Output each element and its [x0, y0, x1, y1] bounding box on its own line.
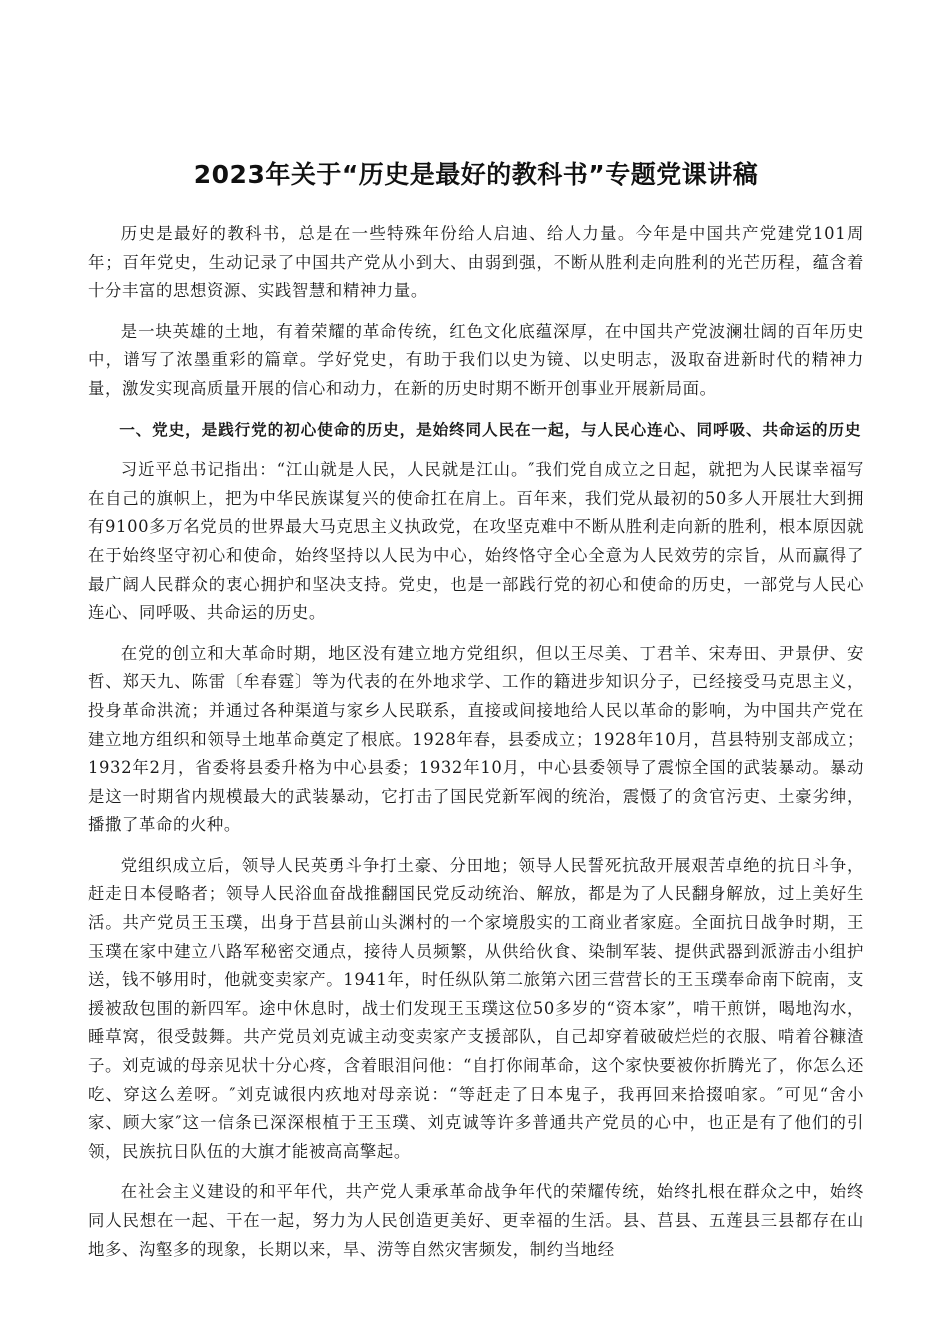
- section-heading-1: 一、党史，是践行党的初心使命的历史，是始终同人民在一起，与人民心连心、同呼吸、共命运的历史: [119, 420, 862, 439]
- paragraph-socialist-construction: 在社会主义建设的和平年代，共产党人秉承革命战争年代的荣耀传统，始终扎根在群众之中，始终同人民想在一起、干在一起，努力为人民创造更美好、更幸福的生活。县、莒县、五莲县三县都存在山地多、沟壑多的现象，长期以来，旱、涝等自然灾害频发，制约当地经: [88, 1182, 864, 1259]
- paragraph-intro: 历史是最好的教科书，总是在一些特殊年份给人启迪、给人力量。今年是中国共产党建党101周年；百年党史，生动记录了中国共产党从小到大、由弱到强，不断从胜利走向胜利的光芒历程，蕴含着十分丰富的思想资源、实践智慧和精神力量。: [88, 224, 864, 301]
- paragraph-hero-land: 是一块英雄的土地，有着荣耀的革命传统，红色文化底蕴深厚，在中国共产党波澜壮阔的百年历史中，谱写了浓墨重彩的篇章。学好党史，有助于我们以史为镜、以史明志，汲取奋进新时代的精神力量，激发实现高质量开展的信心和动力，在新的历史时期不断开创事业开展新局面。: [88, 321, 864, 398]
- paragraph-founding-period: 在党的创立和大革命时期，地区没有建立地方党组织，但以王尽美、丁君羊、宋寿田、尹景伊、安哲、郑天九、陈雷〔牟春霆〕等为代表的在外地求学、工作的籍进步知识分子，已经接受马克思主义，投身革命洪流；并通过各种渠道与家乡人民联系，直接或间接地给人民以革命的影响，为中国共产党在建立地方组织和领导土地革命奠定了根底。1928年春，县委成立；1928年10月，莒县特别支部成立；1932年2月，省委将县委升格为中心县委；1932年10月，中心县委领导了震惊全国的武装暴动。暴动是这一时期省内规模最大的武装暴动，它打击了国民党新军阀的统治，震慑了的贪官污吏、土豪劣绅，播撒了革命的火种。: [88, 643, 864, 835]
- paragraph-xi-quote: 习近平总书记指出：“江山就是人民，人民就是江山。″我们党自成立之日起，就把为人民谋幸福写在自己的旗帜上，把为中华民族谋复兴的使命扛在肩上。百年来，我们党从最初的50多人开展壮大到拥有9100多万名党员的世界最大马克思主义执政党，在攻坚克难中不断从胜利走向新的胜利，根本原因就在于始终坚守初心和使命，始终坚持以人民为中心，始终恪守全心全意为人民效劳的宗旨，从而赢得了最广阔人民群众的衷心拥护和坚决支持。党史，也是一部践行党的初心和使命的历史，一部党与人民心连心、同呼吸、共命运的历史。: [88, 460, 864, 623]
- paragraph-anti-japanese-war: 党组织成立后，领导人民英勇斗争打土豪、分田地；领导人民誓死抗敌开展艰苦卓绝的抗日斗争，赶走日本侵略者；领导人民浴血奋战推翻国民党反动统治、解放，都是为了人民翻身解放，过上美好生活。共产党员王玉璞，出身于莒县前山头渊村的一个家境殷实的工商业者家庭。全面抗日战争时期，王玉璞在家中建立八路军秘密交通点，接待人员频繁，从供给伙食、染制军装、提供武器到派游击小组护送，钱不够用时，他就变卖家产。1941年，时任纵队第二旅第六团三营营长的王玉璞奉命南下皖南，支援被敌包围的新四军。途中休息时，战士们发现王玉璞这位50多岁的“资本家”，啃干煎饼，喝地沟水，睡草窝，很受鼓舞。共产党员刘克诚主动变卖家产支援部队，自己却穿着破破烂烂的衣服、啃着谷糠渣子。刘克诚的母亲见状十分心疼，含着眼泪问他：“自打你闹革命，这个家快要被你折腾光了，你怎么还吃、穿这么差呀。″刘克诚很内疚地对母亲说：“等赶走了日本鬼子，我再回来拾掇咱家。″可见“舍小家、顾大家″这一信条已深深根植于王玉璞、刘克诚等许多普通共产党员的心中，也正是有了他们的引领，民族抗日队伍的大旗才能被高高擎起。: [88, 855, 864, 1161]
- document-title: 2023年关于“历史是最好的教科书”专题党课讲稿: [193, 160, 759, 189]
